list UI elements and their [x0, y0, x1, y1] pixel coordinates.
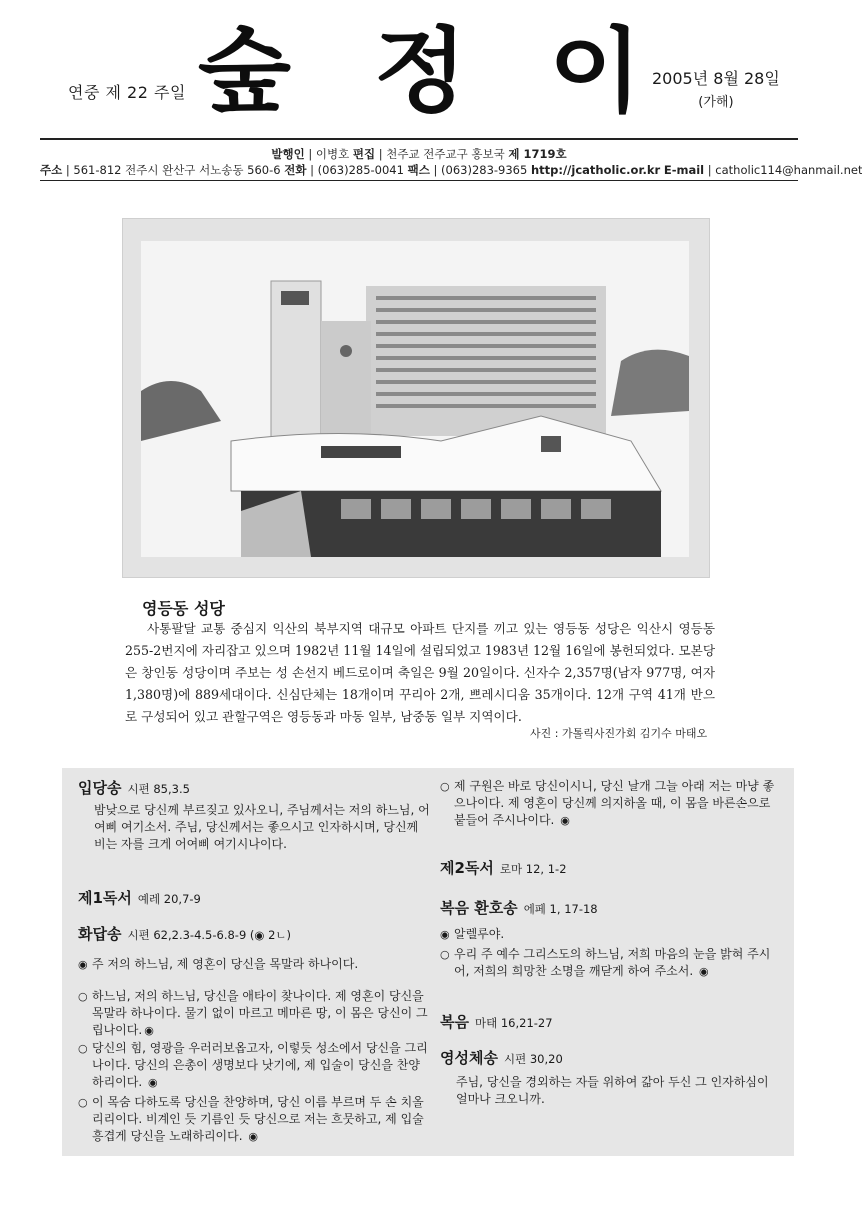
masthead: [0, 0, 830, 140]
publisher-line-2: 주소 | 561-812 전주시 완산구 서노송동 560-6 전화 | (063)285-0041 팩스 | (063)283-9365 http://jcatholic.or.kr E-mail | catholic114@hanmail.net: [40, 163, 862, 177]
entrance-label: 입당송: [78, 779, 122, 797]
website: http://jcatholic.or.kr: [530, 163, 661, 177]
first-reading-ref: 예레 20,7-9: [137, 892, 201, 906]
newsletter-title: [197, 18, 643, 125]
response-mark: ◉: [440, 928, 450, 941]
label-address: 주소: [40, 163, 63, 177]
psalm-verse-1-text: 하느님, 저의 하느님, 당신을 애타이 찾나이다. 제 영혼이 당신을 목말라 하나이다. 물기 없이 마르고 메마른 땅, 이 몸은 당신이 그립나이다.: [92, 989, 428, 1037]
title-char-3: 이: [548, 18, 643, 125]
psalm-response-text: 주 저의 하느님, 제 영혼이 당신을 목말라 하나이다.: [92, 957, 359, 971]
phone: (063)285-0041: [317, 163, 404, 177]
communion-label: 영성체송: [440, 1049, 498, 1067]
communion-antiphon-heading: [440, 1050, 563, 1068]
publisher-line-1: 발행인 | 이병호 편집 | 천주교 전주교구 홍보국 제 1719호: [271, 147, 567, 161]
publisher-name: 이병호: [315, 147, 350, 161]
liturgical-week: 연중 제 22 주일: [68, 83, 186, 102]
psalm-label: 화답송: [78, 925, 122, 943]
label-editor: 편집: [352, 147, 376, 161]
publisher-rule: [40, 180, 798, 181]
photo-credit: 사진 : 가톨릭사진가회 김기수 마태오: [530, 727, 708, 740]
second-reading-ref: 로마 12, 1-2: [499, 862, 567, 876]
psalm-verse-3: [78, 1094, 430, 1145]
feature-body: 사통팔달 교통 중심지 익산의 북부지역 대규모 아파트 단지를 끼고 있는 영등동 성당은 익산시 영등동 255-2번지에 자리잡고 있으며 1982년 11월 14일에 설립되었고 1983년 12월 16일에 봉헌되었다. 모본당은 창인동 성당이며 주보는 성 손선지 베드로이며 축일은 9월 20일이다. 신자수 2,357명(남자 977명, 여자 1,380명)에 889세대이다. 신심단체는 18개이며 꾸리아 2개, 쁘레시디움 35개이다. 12개 구역 41개 반으로 구성되어 있고 관할구역은 영등동과 마동 일부, 남중동 일부 지역이다.: [125, 621, 715, 724]
issue-date: [652, 66, 780, 110]
photo-frame: [122, 218, 710, 578]
entrance-ref: 시편 85,3.5: [127, 782, 190, 796]
issue-number: 제 1719호: [508, 147, 567, 161]
second-reading-heading: [440, 860, 567, 878]
label-email: E-mail: [663, 163, 705, 177]
psalm-ref: 시편 62,2.3-4.5-6.8-9 (◉ 2ㄴ): [127, 928, 292, 942]
psalm-verse-1: [78, 988, 430, 1039]
psalm-verse-4: [440, 778, 780, 829]
church-building-illustration: [141, 241, 689, 557]
gospel-acclamation-response: [440, 926, 780, 943]
gospel-acclamation-label: 복음 환호송: [440, 899, 518, 917]
liturgical-cycle: (가해): [698, 95, 734, 110]
church-photo: [141, 241, 689, 557]
verse-mark: ○: [440, 948, 450, 961]
gospel-ref: 마태 16,21-27: [474, 1016, 553, 1030]
verse-mark: ○: [78, 1096, 88, 1109]
first-reading-label: 제1독서: [78, 889, 132, 907]
psalm-response: [78, 956, 430, 973]
alleluia-text: 알렐루야.: [454, 927, 505, 941]
editor-name: 천주교 전주교구 홍보국: [386, 147, 505, 161]
address: 561-812 전주시 완산구 서노송동 560-6: [73, 163, 281, 177]
psalm-verse-2: [78, 1040, 430, 1091]
entrance-text: 밤낮으로 당신께 부르짖고 있사오니, 주님께서는 저의 하느님, 어여삐 여기소서. 주님, 당신께서는 좋으시고 인자하시며, 당신께 비는 자를 크게 어여삐 여기시나이다.: [94, 803, 430, 851]
gospel-label: 복음: [440, 1013, 469, 1031]
masthead-rule: [40, 138, 798, 140]
verse-mark: ○: [78, 1042, 88, 1055]
label-fax: 팩스: [407, 163, 430, 177]
communion-ref: 시편 30,20: [503, 1052, 563, 1066]
verse-mark: ○: [78, 990, 88, 1003]
psalm-verse-2-text: 당신의 힘, 영광을 우러러보옵고자, 이렇듯 성소에서 당신을 그리나이다. 당신의 은총이 생명보다 낫기에, 제 입술이 당신을 찬양하리이다.: [92, 1041, 428, 1089]
communion-text: 주님, 당신을 경외하는 자들 위하여 갊아 두신 그 인자하심이 얼마나 크오니까.: [456, 1075, 769, 1106]
gospel-acclamation-verse: [440, 946, 780, 980]
verse-1-resp: ◉: [144, 1024, 154, 1037]
title-char-2: 정: [373, 18, 467, 125]
feature-title: 영등동 성당: [142, 599, 225, 618]
psalm-heading: [78, 926, 291, 944]
acclamation-resp: ◉: [699, 965, 709, 978]
verse-3-resp: ◉: [248, 1130, 258, 1143]
email: catholic114@hanmail.net: [715, 163, 862, 177]
response-mark: ◉: [78, 958, 88, 971]
second-reading-label: 제2독서: [440, 859, 494, 877]
entrance-antiphon-heading: [78, 780, 190, 798]
date-text: 2005년 8월 28일: [652, 69, 780, 88]
psalm-verse-3-text: 이 목숨 다하도록 당신을 찬양하며, 당신 이름 부르며 두 손 치올리리이다. 비계인 듯 기름인 듯 당신으로 저는 흐뭇하고, 제 입술 흥겹게 당신을 노래하리이다.: [92, 1095, 424, 1143]
label-publisher: 발행인: [271, 147, 305, 161]
fax: (063)283-9365: [441, 163, 528, 177]
gospel-heading: [440, 1014, 553, 1032]
verse-2-resp: ◉: [148, 1076, 158, 1089]
label-phone: 전화: [284, 163, 307, 177]
gospel-acclamation-verse-text: 우리 주 예수 그리스도의 하느님, 저희 마음의 눈을 밝혀 주시어, 저희의 희망찬 소명을 깨닫게 하여 주소서.: [454, 947, 771, 978]
gospel-acclamation-ref: 에페 1, 17-18: [523, 902, 598, 916]
readings-panel: [62, 768, 794, 1156]
title-char-1: 숲: [197, 18, 292, 125]
verse-mark: ○: [440, 780, 450, 793]
psalm-verse-4-text: 제 구원은 바로 당신이시니, 당신 날개 그늘 아래 저는 마냥 좋으나이다. 제 영혼이 당신께 의지하올 때, 이 몸을 바른손으로 붙들어 주시나이다.: [454, 779, 775, 827]
first-reading-heading: [78, 890, 201, 908]
verse-4-resp: ◉: [560, 814, 570, 827]
gospel-acclamation-heading: [440, 900, 598, 918]
